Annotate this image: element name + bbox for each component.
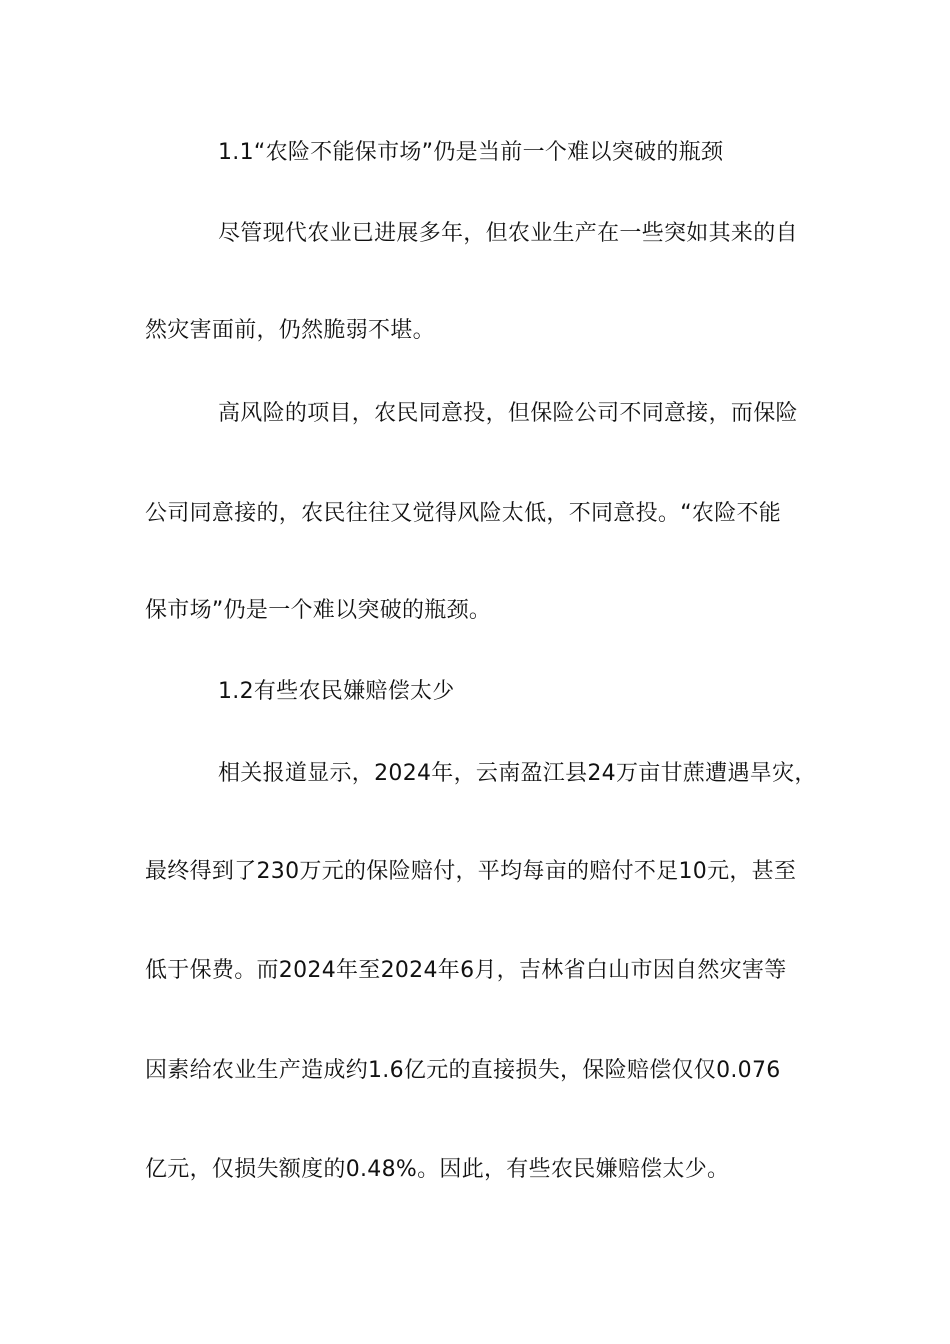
paragraph-line: 相关报道显示，2024年，云南盈江县24万亩甘蔗遭遇旱灾， xyxy=(218,761,817,786)
paragraph-line: 保市场”仍是一个难以突破的瓶颈。 xyxy=(145,598,492,623)
paragraph-line: 公司同意接的，农民往往又觉得风险太低，不同意投。“农险不能 xyxy=(145,501,782,526)
paragraph-line: 最终得到了230万元的保险赔付，平均每亩的赔付不足10元，甚至 xyxy=(145,859,797,884)
paragraph-line: 然灾害面前，仍然脆弱不堪。 xyxy=(145,318,435,343)
heading-1-2: 1.2有些农民嫌赔偿太少 xyxy=(218,679,455,704)
heading-1-1: 1.1“农险不能保市场”仍是当前一个难以突破的瓶颈 xyxy=(218,140,724,165)
paragraph-line: 尽管现代农业已进展多年，但农业生产在一些突如其来的自 xyxy=(218,221,798,246)
paragraph-line: 因素给农业生产造成约1.6亿元的直接损失，保险赔偿仅仅0.076 xyxy=(145,1058,781,1083)
paragraph-line: 低于保费。而2024年至2024年6月，吉林省白山市因自然灾害等 xyxy=(145,958,787,983)
paragraph-line: 亿元，仅损失额度的0.48%。因此，有些农民嫌赔偿太少。 xyxy=(145,1157,730,1182)
paragraph-line: 高风险的项目，农民同意投，但保险公司不同意接，而保险 xyxy=(218,401,798,426)
